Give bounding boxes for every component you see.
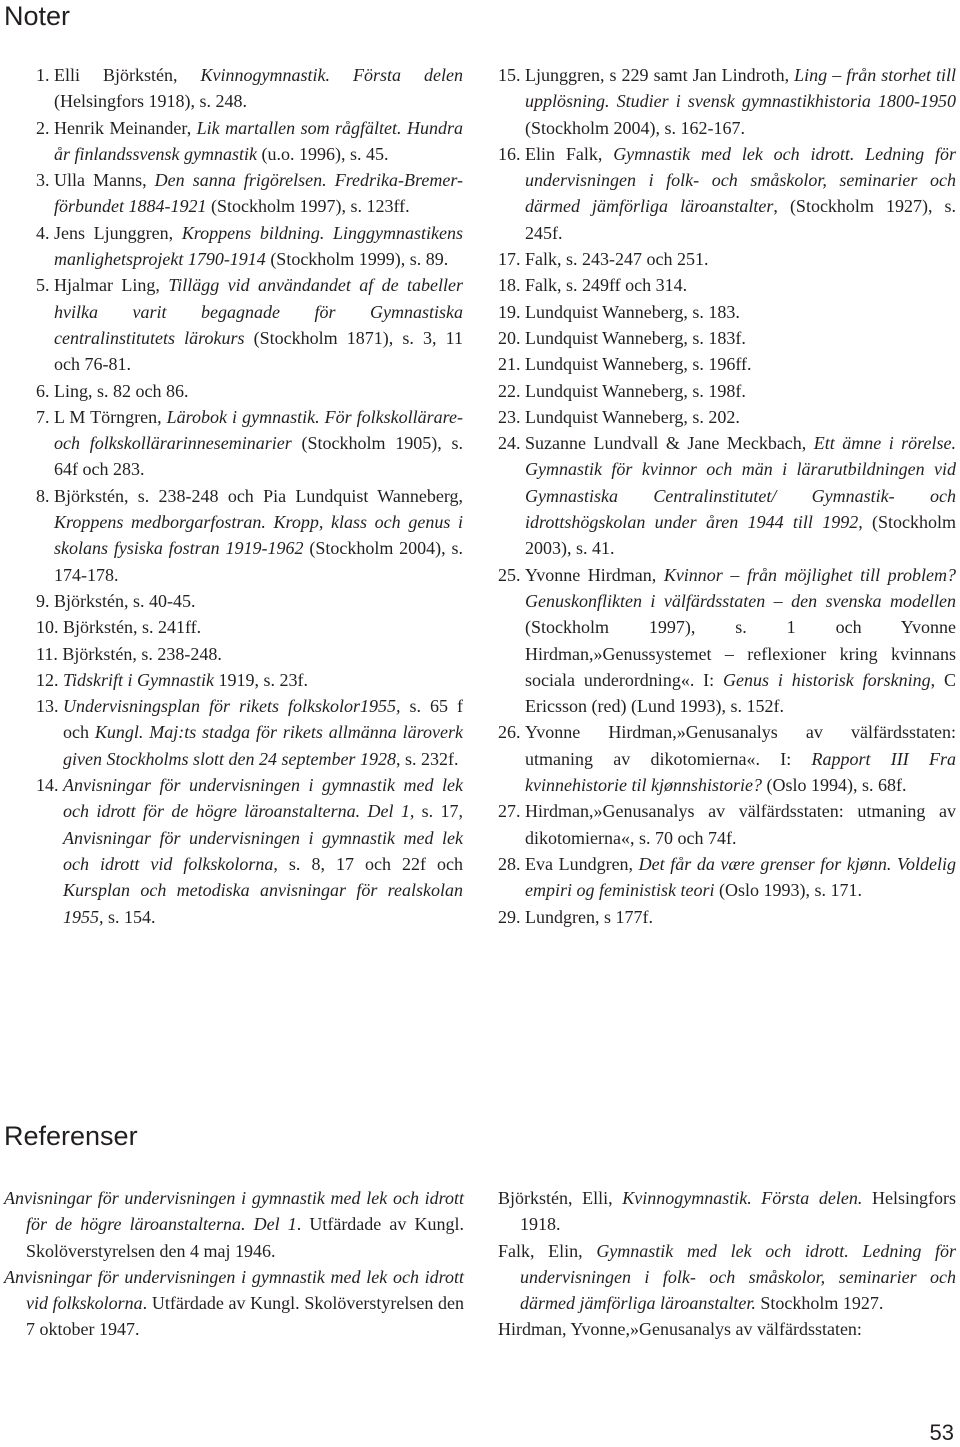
text-run: Yvonne Hirdman, (525, 564, 664, 585)
footnote-number: 27. (498, 801, 525, 822)
footnote-item (36, 272, 463, 377)
italic-title-text: Anvisningar för undervisningen i gymnastik med lek och idrott för de högre läroanstalterna. Del 1 (4, 1188, 464, 1235)
footnote-number: 13. (36, 696, 63, 717)
text-run: Hirdman, Yvonne,»Genusanalys av välfärdsstaten: (498, 1319, 862, 1340)
italic-title-text: Ett ämne i rörelse. Gymnastik för kvinnor och män i lärarutbildningen vid Gymnastiska Centralinstitutet/ Gymnastik- och idrottshögskolan under åren 1944 till 1992, (525, 433, 956, 533)
footnote-number: 2. (36, 117, 54, 138)
italic-title-text: Rapport III Fra kvinnehistorie til kjønnshistorie? (525, 748, 957, 796)
footnote-item (36, 772, 463, 930)
text-run: Jens Ljunggren, (54, 222, 182, 243)
footnote-number: 23. (498, 406, 525, 427)
italic-title-text: Kroppens medborgarfostran. Kropp, klass och genus i skolans fysiska fostran 1919-1962 (54, 512, 463, 559)
text-run: . Utfärdade av Kungl. Skolöverstyrelsen den 4 maj 1946. (26, 1214, 464, 1261)
text-run: (Helsingfors 1918), s. 248. (54, 91, 247, 112)
text-run: Björkstén, s. 238-248 och Pia Lundquist Wanneberg, (54, 485, 463, 506)
references-column-right (498, 1185, 956, 1343)
italic-title-text: Kungl. Maj:ts stadga för rikets allmänna läroverk given Stockholms slott den 24 september 1928 (63, 722, 463, 769)
italic-title-text: Anvisningar för undervisningen i gymnastik med lek och idrott vid folkskolorna (4, 1266, 464, 1314)
footnote-number: 29. (498, 906, 525, 927)
footnote-number: 8. (36, 485, 54, 506)
footnote-text (54, 588, 463, 614)
page-number: 53 (929, 1420, 954, 1445)
text-run: Stockholm 1927. (755, 1293, 884, 1314)
text-run: Hjalmar Ling, (54, 275, 169, 296)
text-run: Elin Falk, (525, 143, 614, 164)
footnote-item (36, 614, 463, 640)
italic-title-text: Lik martallen som rågfältet. Hundra år finlandssvensk gymnastik (54, 117, 463, 164)
footnote-number: 10. (36, 617, 63, 638)
footnote-text (525, 562, 956, 720)
footnote-text (63, 693, 463, 772)
footnote-item (498, 404, 956, 430)
text-run: Henrik Meinander, (54, 117, 197, 138)
footnote-number: 21. (498, 354, 525, 375)
text-run: (Stockholm 1997), s. 1 och Yvonne Hirdman,»Genussystemet – reflexioner kring kvinnans sociala underordning«. I: (525, 617, 956, 690)
footnote-item (498, 246, 956, 272)
footnote-item (498, 851, 956, 904)
footnote-item (36, 167, 463, 220)
text-run: Björkstén, Elli, (498, 1188, 623, 1208)
text-run: (Stockholm 1997), s. 123ff. (206, 196, 410, 217)
text-run: Helsingfors 1918. (520, 1188, 957, 1235)
footnote-text (54, 220, 463, 273)
footnote-text (525, 62, 956, 141)
text-run: (Stockholm 1905), s. 64f och 283. (54, 433, 463, 480)
italic-title-text: Tillägg vid användandet af de tabeller hvilka varit begagnade för Gymnastiska centralinstitutets lärokurs (54, 275, 463, 348)
footnote-text (525, 798, 956, 851)
footnote-text (525, 430, 956, 561)
footnote-number: 3. (36, 170, 54, 191)
reference-entry (498, 1238, 956, 1317)
footnote-text (54, 272, 463, 377)
footnote-item (498, 351, 956, 377)
text-run: , (Stockholm 1927), s. 245f. (525, 196, 956, 243)
footnote-item (36, 62, 463, 115)
text-run: Lundquist Wanneberg, s. 196ff. (525, 354, 752, 375)
italic-title-text: Anvisningar för undervisningen i gymnastik med lek och idrott vid folkskolorna (63, 827, 463, 874)
italic-title-text: Lärobok i gymnastik. För folkskollärare- och folkskollärarinneseminarier (54, 406, 463, 454)
text-run: Falk, Elin, (498, 1240, 597, 1261)
footnote-item (36, 483, 463, 588)
footnote-text (525, 325, 956, 351)
footnote-text (525, 299, 956, 325)
text-run: , s. 8, 17 och 22f och (273, 853, 464, 874)
footnote-text (525, 246, 956, 272)
italic-title-text: Det får da være grenser for kjønn. Voldelig empiri og feministisk teori (525, 853, 956, 901)
text-run: (Stockholm 2004), s. 162-167. (525, 117, 745, 138)
footnote-item (36, 378, 463, 404)
footnote-text (525, 719, 956, 798)
italic-title-text: Undervisningsplan för rikets folkskolor1955, (63, 696, 401, 717)
footnote-item (36, 667, 463, 693)
footnote-item (498, 378, 956, 404)
text-run: Björkstén, s. 238-248. (62, 643, 222, 664)
reference-entry (4, 1185, 464, 1264)
footnote-item (36, 115, 463, 168)
italic-title-text: Kvinnogymnastik. Första delen. (622, 1188, 863, 1208)
text-run: s. 17, (414, 801, 463, 822)
text-run: (Stockholm 2004), s. 174-178. (54, 538, 463, 585)
references-heading: Referenser (4, 1121, 138, 1151)
text-run: Eva Lundgren, (525, 853, 639, 874)
text-run: Falk, s. 243-247 och 251. (525, 249, 709, 270)
text-run: Hirdman,»Genusanalys av välfärdsstaten: utmaning av dikotomierna«, s. 70 och 74f. (525, 801, 956, 848)
italic-title-text: Kursplan och metodiska anvisningar för realskolan 1955, (63, 880, 463, 927)
text-run: (Stockholm 1871), s. 3, 11 och 76-81. (54, 327, 463, 375)
text-run: Björkstén, s. 241ff. (63, 617, 202, 638)
text-run: Lundgren, s 177f. (525, 906, 653, 927)
footnote-number: 11. (36, 643, 63, 664)
footnote-number: 25. (498, 564, 525, 585)
footnote-text (525, 272, 956, 298)
italic-title-text: Ling – från storhet till upplösning. Studier i svensk gymnastikhistoria 1800-1950 (525, 65, 957, 112)
footnote-text (54, 62, 463, 115)
footnote-text (63, 614, 463, 640)
footnote-number: 9. (36, 590, 54, 611)
footnote-text (62, 641, 463, 667)
text-run: s. 65 f och (63, 696, 464, 743)
footnote-text (54, 483, 463, 588)
text-run: (u.o. 1996), s. 45. (256, 143, 389, 164)
footnote-text (525, 351, 956, 377)
text-run: Yvonne Hirdman,»Genusanalys av välfärdsstaten: utmaning av dikotomierna«. I: (525, 722, 956, 769)
footnote-item (498, 299, 956, 325)
references-column-left (4, 1185, 464, 1343)
text-run: (Stockholm 2003), s. 41. (525, 512, 956, 559)
footnote-item (36, 641, 463, 667)
footnote-number: 28. (498, 853, 525, 874)
text-run: Lundquist Wanneberg, s. 202. (525, 406, 740, 427)
footnote-number: 5. (36, 275, 54, 296)
footnote-item (498, 62, 956, 141)
footnote-number: 19. (498, 301, 525, 322)
text-run: Lundquist Wanneberg, s. 183. (525, 301, 740, 322)
reference-entry (4, 1264, 464, 1343)
text-run: Suzanne Lundvall & Jane Meckbach, (525, 433, 814, 454)
footnote-item (498, 325, 956, 351)
footnote-item (36, 588, 463, 614)
footnote-text (54, 404, 463, 483)
reference-entry (498, 1185, 956, 1238)
italic-title-text: Anvisningar för undervisningen i gymnastik med lek och idrott för de högre läroanstalterna. Del 1, (63, 775, 463, 822)
footnote-number: 4. (36, 222, 54, 243)
footnote-item (498, 562, 956, 720)
text-run: Ulla Manns, (54, 170, 155, 191)
footnote-number: 17. (498, 249, 525, 270)
footnote-item (498, 904, 956, 930)
footnote-number: 24. (498, 433, 525, 454)
footnote-item (36, 693, 463, 772)
footnote-text (525, 404, 956, 430)
footnote-item (498, 141, 956, 246)
text-run: Björkstén, s. 40-45. (54, 590, 196, 611)
footnote-item (498, 719, 956, 798)
notes-column-right (498, 62, 956, 930)
footnote-text (525, 904, 956, 930)
footnote-item (498, 430, 956, 561)
text-run: (Stockholm 1999), s. 89. (265, 249, 449, 270)
footnote-text (525, 141, 956, 246)
text-run: Ling, s. 82 och 86. (54, 380, 189, 401)
text-run: , C Ericsson (red) (Lund 1993), s. 152f. (525, 669, 956, 717)
text-run: Falk, s. 249ff och 314. (525, 275, 688, 296)
text-run: Lundquist Wanneberg, s. 198f. (525, 380, 746, 401)
footnote-number: 1. (36, 65, 54, 85)
italic-title-text: Kvinnor – från möjlighet till problem? Genuskonflikten i välfärdsstaten – den svenska modellen (525, 564, 956, 611)
text-run: 1919, s. 23f. (214, 669, 309, 690)
footnote-text (63, 772, 463, 930)
text-run: , s. 232f. (395, 748, 459, 769)
footnote-number: 7. (36, 406, 54, 427)
text-run: (Oslo 1993), s. 171. (714, 880, 862, 901)
italic-title-text: Den sanna frigörelsen. Fredrika-Bremer-förbundet 1884-1921 (54, 170, 463, 217)
footnote-text (525, 851, 956, 904)
notes-heading: Noter (4, 1, 71, 31)
footnote-number: 12. (36, 669, 63, 690)
reference-entry (498, 1316, 956, 1342)
italic-title-text: Gymnastik med lek och idrott. Ledning för undervisningen i folk- och småskolor, seminarier och därmed jämförliga läroanstalter. (520, 1240, 957, 1314)
italic-title-text: Kroppens bildning. Linggymnastikens manlighetsprojekt 1790-1914 (54, 222, 463, 270)
footnote-text (63, 667, 463, 693)
footnote-number: 14. (36, 775, 63, 796)
footnote-text (54, 378, 463, 404)
footnote-number: 16. (498, 143, 525, 164)
text-run: Elli Björkstén, (54, 65, 201, 85)
footnote-number: 15. (498, 65, 525, 85)
text-run: Ljunggren, s 229 samt Jan Lindroth, (525, 65, 795, 85)
footnote-number: 22. (498, 380, 525, 401)
footnote-item (36, 220, 463, 273)
footnote-item (498, 272, 956, 298)
italic-title-text: Tidskrift i Gymnastik (63, 669, 215, 690)
italic-title-text: Genus i historisk forskning (723, 669, 931, 690)
footnote-number: 20. (498, 327, 525, 348)
footnote-number: 6. (36, 380, 54, 401)
footnote-text (54, 167, 463, 220)
italic-title-text: Gymnastik med lek och idrott. Ledning för undervisningen i folk- och småskolor, seminarier och därmed jämförliga läroanstalter (525, 143, 957, 217)
text-run: (Oslo 1994), s. 68f. (761, 775, 907, 796)
notes-column-left (36, 62, 463, 930)
text-run: L M Törngren, (54, 406, 167, 427)
footnote-text (525, 378, 956, 404)
text-run: s. 154. (103, 906, 156, 927)
footnote-text (54, 115, 463, 168)
italic-title-text: Kvinnogymnastik. Första delen (200, 65, 463, 85)
footnote-number: 26. (498, 722, 525, 743)
footnote-item (498, 798, 956, 851)
footnote-number: 18. (498, 275, 525, 296)
text-run: . Utfärdade av Kungl. Skolöverstyrelsen den 7 oktober 1947. (26, 1293, 464, 1340)
text-run: Lundquist Wanneberg, s. 183f. (525, 327, 746, 348)
footnote-item (36, 404, 463, 483)
